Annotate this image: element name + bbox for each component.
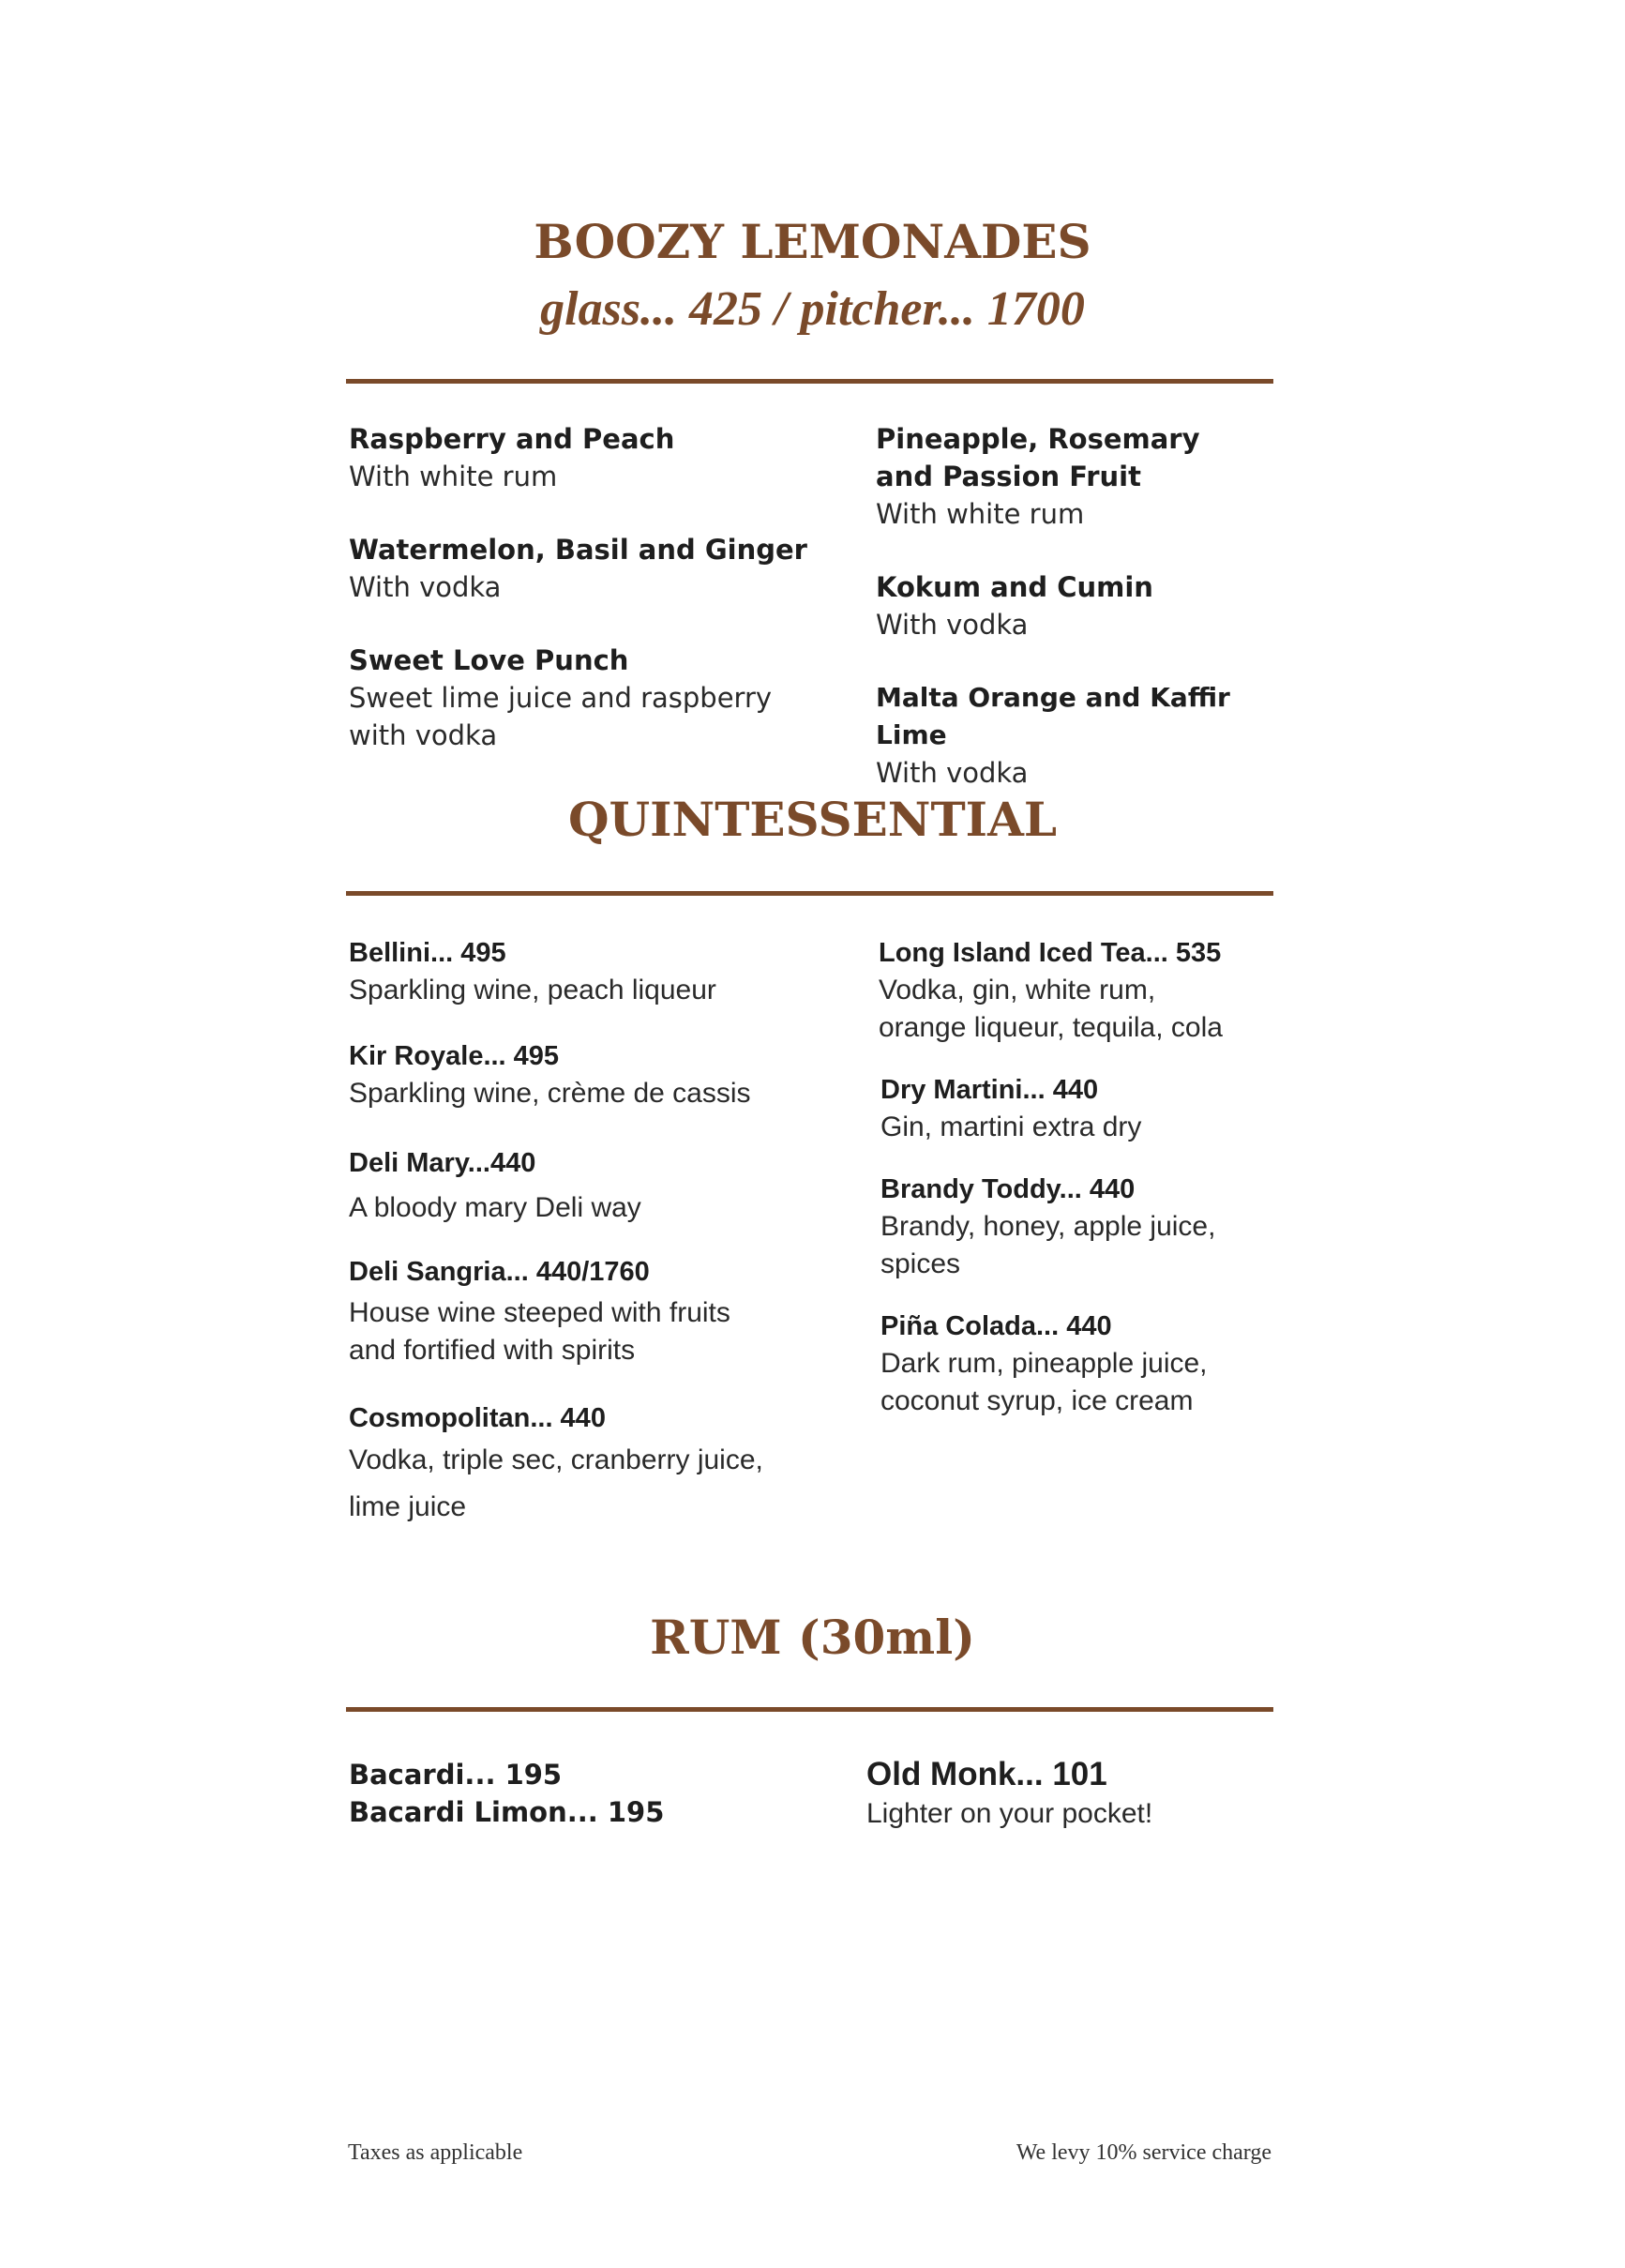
- lemonades-price-subtitle: glass... 425 / pitcher... 1700: [540, 282, 1085, 336]
- item-name: Bacardi... 195: [349, 1759, 563, 1791]
- item-description: Vodka, gin, white rum, orange liqueur, tequila, cola: [879, 975, 1223, 1043]
- menu-item: [349, 1399, 874, 1531]
- item-name: Sweet Love Punch: [349, 644, 629, 676]
- item-description: With vodka: [876, 609, 1029, 641]
- section-divider: [346, 891, 1273, 896]
- item-description: Gin, martini extra dry: [880, 1111, 1142, 1142]
- item-description: Vodka, triple sec, cranberry juice, lime juice: [349, 1444, 763, 1522]
- menu-item: [876, 568, 1279, 643]
- item-name: Pineapple, Rosemary and Passion Fruit: [876, 423, 1200, 492]
- item-description: With white rum: [876, 498, 1085, 530]
- menu-item: [349, 1144, 874, 1227]
- menu-item: [349, 1037, 874, 1112]
- item-name: Watermelon, Basil and Ginger: [349, 534, 807, 566]
- section-title-boozy-lemonades: BOOZY LEMONADES: [534, 214, 1091, 269]
- menu-item: [880, 1171, 1293, 1283]
- item-name: Brandy Toddy... 440: [880, 1174, 1136, 1204]
- footer-service-charge-note: We levy 10% service charge: [1016, 2140, 1271, 2165]
- item-description: A bloody mary Deli way: [349, 1192, 641, 1223]
- item-name: Kokum and Cumin: [876, 571, 1153, 603]
- menu-item: [876, 420, 1279, 533]
- item-description: Sweet lime juice and raspberry with vodka: [349, 682, 773, 751]
- section-divider: [346, 1707, 1273, 1712]
- section-title-quintessential: QUINTESSENTIAL: [567, 792, 1058, 847]
- item-name: Cosmopolitan... 440: [349, 1403, 606, 1433]
- item-name: Piña Colada... 440: [880, 1311, 1112, 1341]
- footer-taxes-note: Taxes as applicable: [348, 2140, 523, 2165]
- menu-item: [880, 1308, 1293, 1420]
- item-name: Dry Martini... 440: [880, 1075, 1099, 1105]
- menu-item: [866, 1754, 1279, 1833]
- item-description: Sparkling wine, crème de cassis: [349, 1078, 751, 1109]
- menu-item: [349, 1756, 874, 1831]
- item-description: With white rum: [349, 461, 558, 492]
- menu-item: [880, 1071, 1293, 1146]
- item-description: House wine steeped with fruits and fortified with spirits: [349, 1297, 730, 1366]
- item-name: Deli Sangria... 440/1760: [349, 1257, 650, 1287]
- item-description: Lighter on your pocket!: [866, 1798, 1153, 1829]
- menu-item: [876, 679, 1279, 792]
- item-name: Old Monk... 101: [866, 1756, 1107, 1792]
- item-description: With vodka: [349, 571, 502, 603]
- item-name: Bellini... 495: [349, 938, 506, 968]
- menu-item: [349, 420, 874, 495]
- item-name: Deli Mary...440: [349, 1148, 536, 1178]
- section-divider: [346, 379, 1273, 384]
- item-name: Raspberry and Peach: [349, 423, 675, 455]
- menu-item: [349, 934, 874, 1009]
- item-description: Dark rum, pineapple juice, coconut syrup, ice cream: [880, 1348, 1208, 1416]
- item-name: Kir Royale... 495: [349, 1041, 560, 1071]
- menu-item: [349, 531, 874, 606]
- item-name: Long Island Iced Tea... 535: [879, 938, 1222, 968]
- menu-item: [349, 642, 874, 754]
- item-description: Brandy, honey, apple juice, spices: [880, 1211, 1216, 1279]
- menu-item: [349, 1253, 874, 1369]
- item-description: With vodka: [876, 757, 1029, 789]
- section-title-rum: RUM (30ml): [650, 1610, 975, 1665]
- item-name: Malta Orange and Kaffir Lime: [876, 682, 1230, 750]
- menu-item: [879, 934, 1291, 1047]
- item-description: Sparkling wine, peach liqueur: [349, 975, 716, 1005]
- item-name: Bacardi Limon... 195: [349, 1796, 665, 1828]
